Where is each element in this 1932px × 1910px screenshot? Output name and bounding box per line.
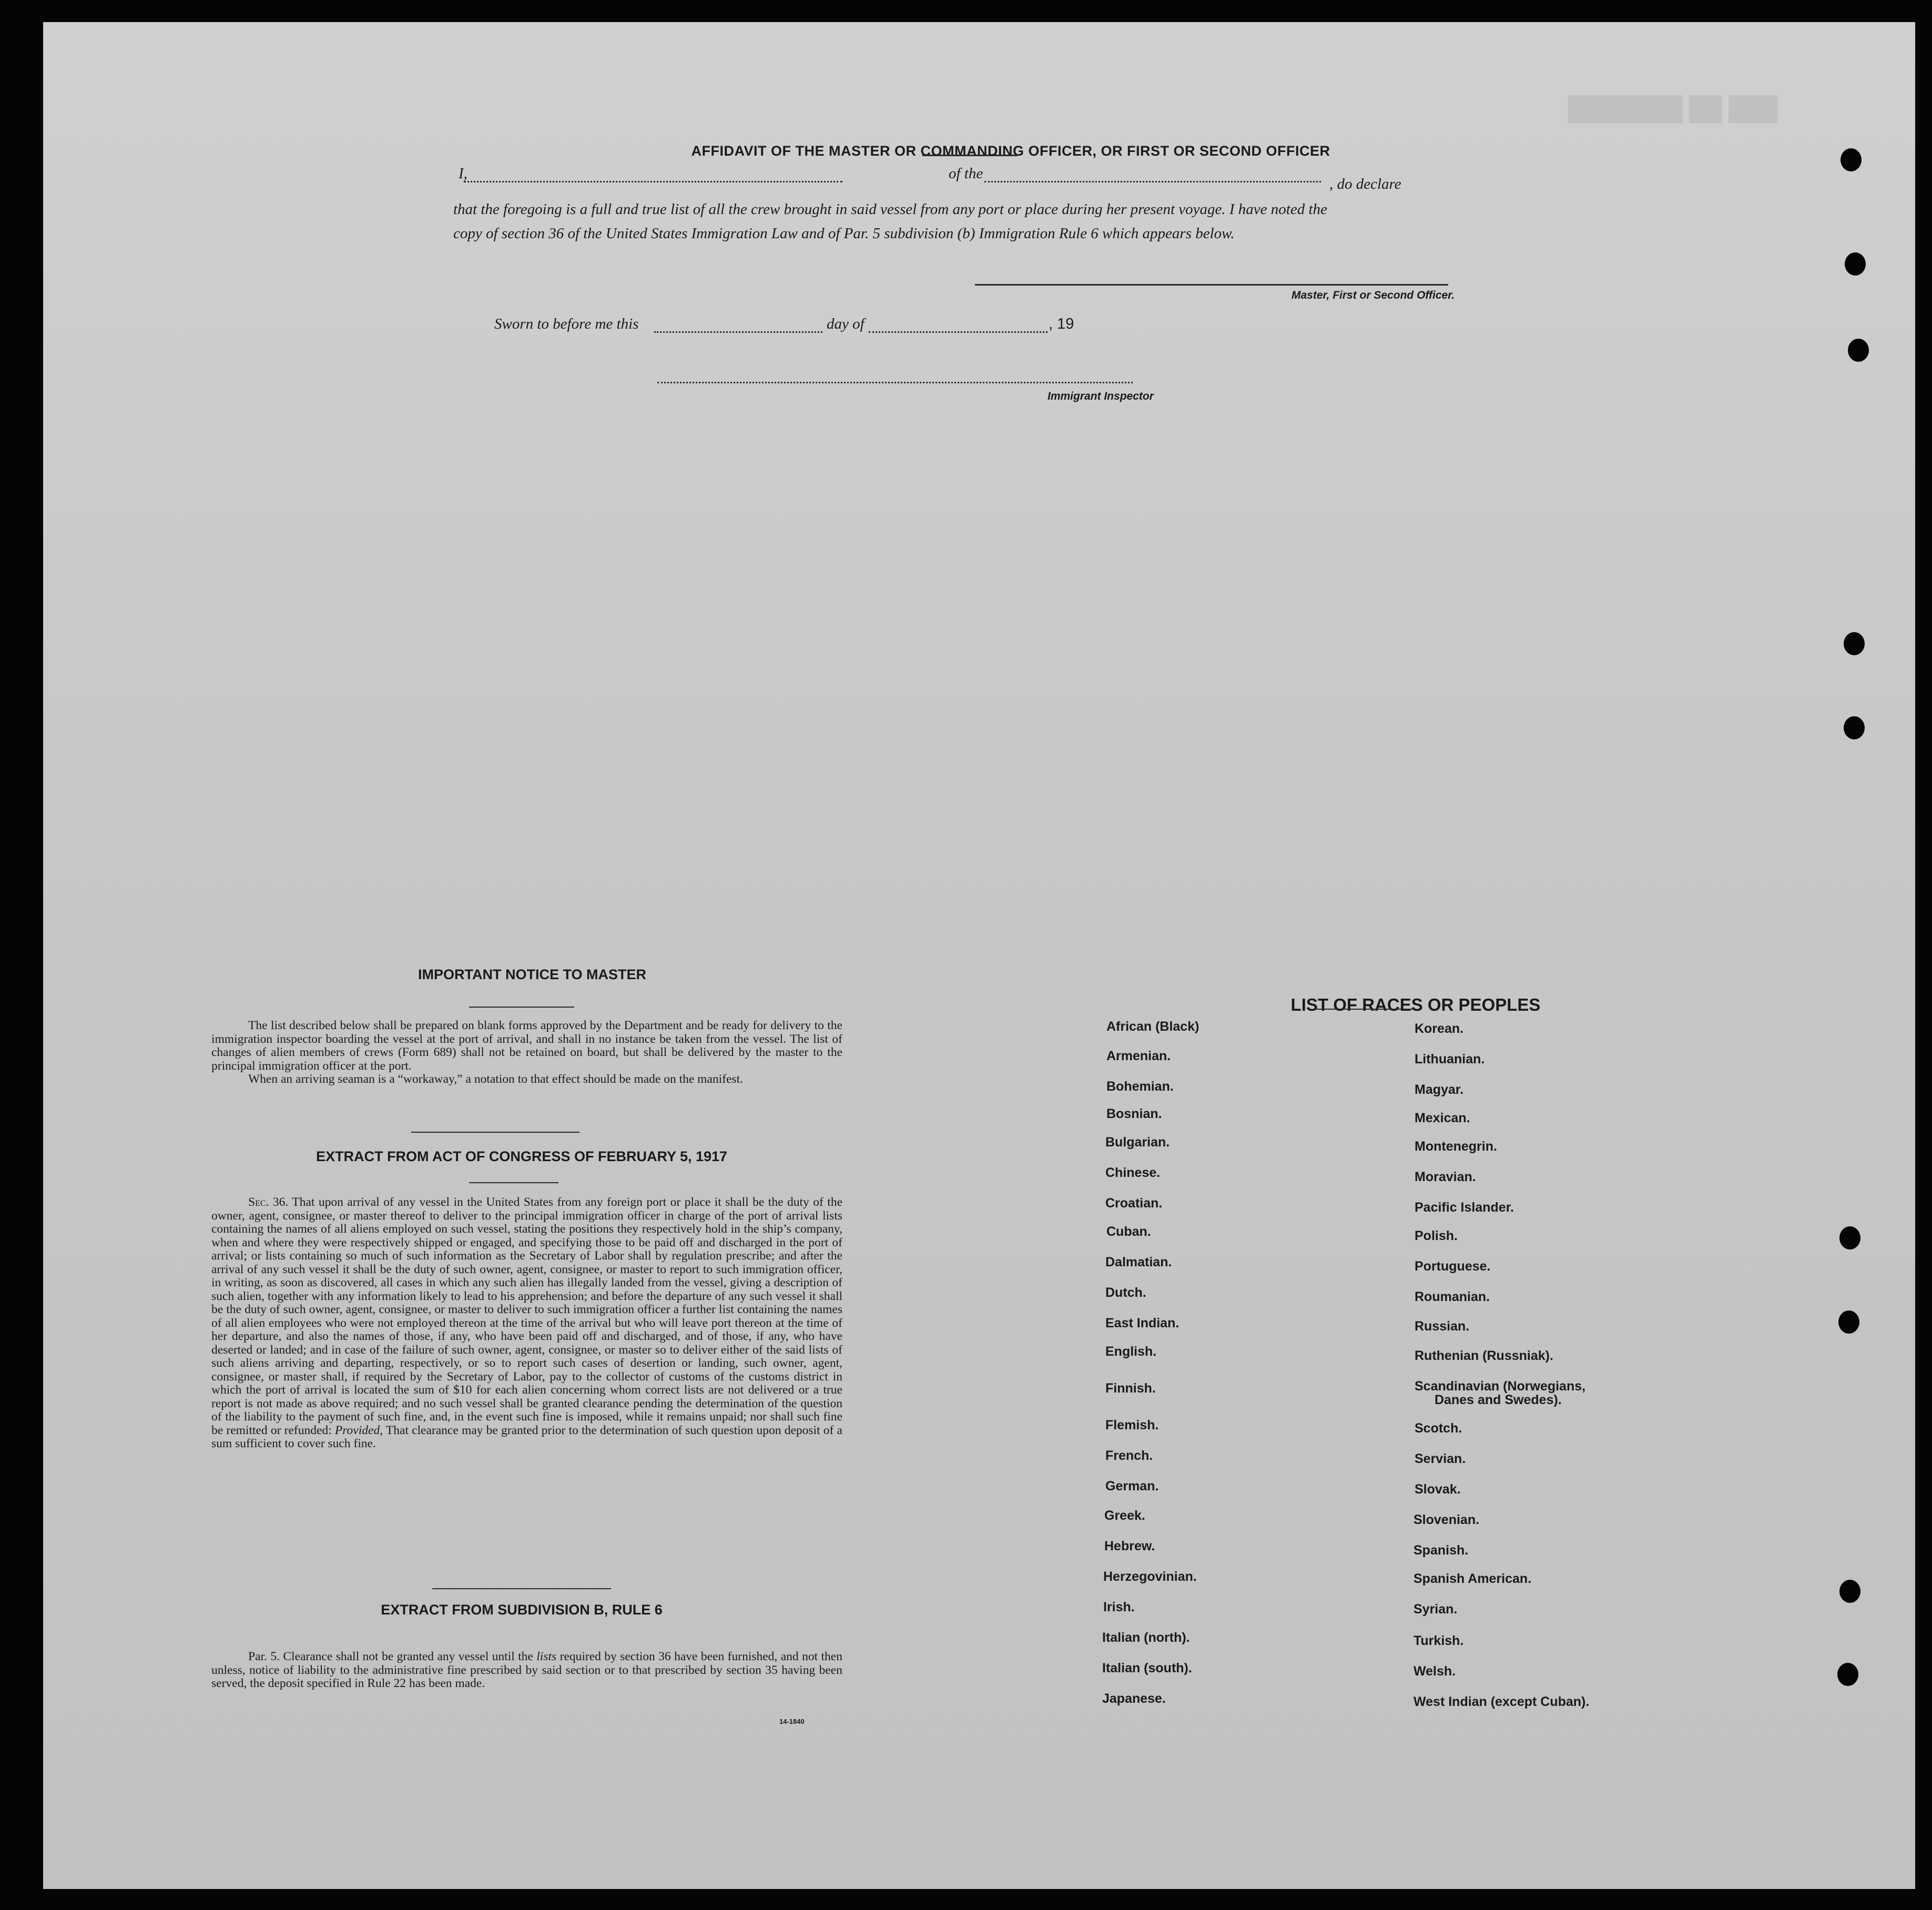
race-item: Bulgarian. xyxy=(1105,1135,1170,1150)
rule-text-b: required by section 36 have been furnished, and not then unless, notice of liability to the administrative fine prescribed by said section or to that prescribed by section 35 having been served, the deposit specified in Rule 22 has been made. xyxy=(211,1650,842,1690)
title-divider xyxy=(922,155,1017,156)
punch-hole xyxy=(1841,148,1862,171)
form-number: 14-1840 xyxy=(779,1718,805,1725)
master-signature-label: Master, First or Second Officer. xyxy=(1292,289,1455,301)
race-item: Spanish American. xyxy=(1414,1571,1532,1586)
sworn-month-blank[interactable] xyxy=(869,331,1048,333)
notice-text xyxy=(211,1019,842,1086)
race-item: Servian. xyxy=(1415,1451,1466,1466)
race-item: Armenian. xyxy=(1106,1049,1171,1063)
act-divider-top xyxy=(411,1132,579,1133)
race-item: English. xyxy=(1105,1344,1157,1359)
race-item: Roumanian. xyxy=(1415,1289,1490,1304)
notice-paragraph-2: When an arriving seaman is a “workaway,” a notation to that effect should be made on the manifest. xyxy=(248,1072,743,1086)
punch-hole xyxy=(1844,716,1865,739)
sworn-label: Sworn to before me this xyxy=(494,316,639,332)
race-item: French. xyxy=(1105,1448,1153,1463)
notice-paragraph-1: The list described below shall be prepared on blank forms approved by the Department and be ready for delivery to the immigration inspector boarding the vessel at the port of arrival, and shall in no instance be taken from the vessel. The list of changes of alien members of crews (Form 689) shall not be retained on board, but shall be delivered by the master to the principal immigration officer at the port. xyxy=(211,1019,842,1073)
race-item: Italian (south). xyxy=(1102,1661,1192,1675)
rule-title: EXTRACT FROM SUBDIVISION B, RULE 6 xyxy=(381,1602,663,1618)
race-item: Japanese. xyxy=(1102,1691,1166,1706)
race-item: Bosnian. xyxy=(1106,1106,1162,1121)
race-item: Portuguese. xyxy=(1415,1259,1491,1274)
affidavit-body-line2: copy of section 36 of the United States Immigration Law and of Par. 5 subdivision (b) Immigration Rule 6 which appears below. xyxy=(453,225,1235,242)
race-item: Dutch. xyxy=(1105,1285,1146,1300)
race-item: Pacific Islander. xyxy=(1415,1200,1514,1215)
races-divider xyxy=(1316,1009,1414,1010)
notice-title: IMPORTANT NOTICE TO MASTER xyxy=(418,967,646,982)
race-item: Finnish. xyxy=(1105,1381,1156,1396)
name-blank[interactable] xyxy=(464,181,842,182)
race-item: Irish. xyxy=(1103,1600,1135,1614)
race-item: Turkish. xyxy=(1414,1633,1464,1648)
punch-hole xyxy=(1837,1663,1858,1686)
race-item: Slovenian. xyxy=(1414,1512,1480,1527)
race-item: West Indian (except Cuban). xyxy=(1414,1694,1590,1709)
inspector-signature-line[interactable] xyxy=(657,382,1133,383)
race-item: Polish. xyxy=(1415,1228,1458,1243)
race-item: Chinese. xyxy=(1105,1165,1161,1180)
race-item: Lithuanian. xyxy=(1415,1052,1485,1066)
year-label: , 19 xyxy=(1049,316,1074,332)
sec-label: Sec. 36. xyxy=(248,1195,289,1209)
race-item: Cuban. xyxy=(1106,1224,1151,1239)
act-divider-bottom xyxy=(469,1182,558,1183)
race-item: Scandinavian (Norwegians, xyxy=(1415,1379,1586,1394)
race-item: East Indian. xyxy=(1105,1316,1179,1330)
race-item: Syrian. xyxy=(1414,1602,1458,1617)
race-item: Italian (north). xyxy=(1102,1630,1190,1645)
race-item: Hebrew. xyxy=(1104,1539,1155,1553)
punch-hole xyxy=(1839,1226,1860,1249)
day-of-label: day of xyxy=(827,316,865,332)
race-item: German. xyxy=(1105,1479,1159,1494)
race-item: Ruthenian (Russniak). xyxy=(1415,1348,1553,1363)
inspector-label: Immigrant Inspector xyxy=(1048,390,1154,402)
rule-text xyxy=(211,1650,842,1691)
vessel-blank[interactable] xyxy=(984,181,1321,182)
race-item: Slovak. xyxy=(1415,1482,1461,1497)
rule-divider xyxy=(432,1588,611,1589)
act-title: EXTRACT FROM ACT OF CONGRESS OF FEBRUARY 5, 1917 xyxy=(316,1149,728,1164)
race-item: Croatian. xyxy=(1105,1196,1163,1211)
affidavit-title: AFFIDAVIT OF THE MASTER OR COMMANDING OFFICER, OR FIRST OR SECOND OFFICER xyxy=(691,143,1330,159)
race-item: Mexican. xyxy=(1415,1111,1470,1125)
manifest-page xyxy=(43,22,1915,1889)
race-item: Spanish. xyxy=(1414,1543,1469,1558)
provided-label: Provided, xyxy=(334,1423,383,1437)
punch-hole xyxy=(1845,252,1866,276)
race-item: Herzegovinian. xyxy=(1103,1569,1197,1584)
master-signature-line[interactable] xyxy=(975,284,1448,286)
race-item: Magyar. xyxy=(1415,1082,1464,1097)
act-text-a: That upon arrival of any vessel in the United States from any foreign port or place it shall be the duty of the owner, agent, consignee, or master thereof to deliver to the principal immigration officer in charge of the port of arrival lists containing the names of all aliens employed on such vessel, stating the positions they respectively hold in the ship’s company, when and where they were respectively shipped or engaged, and specifying those to be paid off and discharged in the port of arrival; or lists containing so much of such information as the Secretary of Labor shall by regulation prescribe; and after the arrival of any such vessel it shall be the duty of such owner, agent, consignee, or master to report to such immigration officer, in writing, as soon as discovered, all cases in which any such alien has illegally landed from the vessel, giving a description of such alien, together with any information likely to lead to his apprehension; and before the departure of any such vessel it shall be the duty of such owner, agent, consignee, or master to deliver to such immigration officer a further list containing the names of all alien employees who were not employed thereon at the time of the arrival but who will leave port thereon at the time of her departure, and also the names of those, if any, who have been paid off and discharged, and of those, if any, who have deserted or landed; and in case of the failure of such owner, agent, consignee, or master so to deliver either of the said lists of such aliens arriving and departing, respectively, or so to report such cases of desertion or landing, such owner, agent, consignee, or master shall, if required by the Secretary of Labor, pay to the collector of customs of the customs district in which the port of arrival is located the sum of $10 for each alien concerning whom correct lists are not delivered or a true report is not made as above required; and no such vessel shall be granted clearance pending the determination of the question of the liability to the payment of such fine, and, in the event such fine is imposed, while it remains unpaid; nor shall such fine be remitted or refunded: xyxy=(211,1195,842,1437)
act-text xyxy=(211,1196,842,1451)
lists-label: lists xyxy=(536,1650,557,1663)
notice-divider xyxy=(469,1007,574,1008)
race-item: Danes and Swedes). xyxy=(1435,1393,1562,1407)
race-item: Montenegrin. xyxy=(1415,1139,1497,1154)
race-item: Scotch. xyxy=(1415,1421,1462,1436)
of-the-label: of the xyxy=(949,165,983,182)
punch-hole xyxy=(1839,1580,1860,1603)
bleed-through: ███ ██ ███████ xyxy=(1568,96,1778,121)
affidavit-body-line1: that the foregoing is a full and true list of all the crew brought in said vessel from any port or place during her present voyage. I have noted the xyxy=(453,201,1327,218)
race-item: Bohemian. xyxy=(1106,1079,1174,1094)
rule-text-a: Par. 5. Clearance shall not be granted any vessel until the xyxy=(248,1650,537,1663)
race-item: Welsh. xyxy=(1414,1664,1456,1679)
races-title: LIST OF RACES OR PEOPLES xyxy=(1290,995,1541,1014)
race-item: Russian. xyxy=(1415,1319,1470,1334)
race-item: Greek. xyxy=(1104,1508,1145,1523)
race-item: Korean. xyxy=(1415,1021,1464,1036)
i-label: I, xyxy=(459,165,467,182)
punch-hole xyxy=(1848,339,1869,362)
race-item: Flemish. xyxy=(1105,1418,1159,1432)
race-item: Moravian. xyxy=(1415,1170,1476,1184)
punch-hole xyxy=(1838,1310,1859,1334)
do-declare-label: , do declare xyxy=(1329,176,1401,192)
punch-hole xyxy=(1844,632,1865,655)
act-text-b: That clearance may be granted prior to the determination of such question upon deposit of a sum sufficient to cover such fine. xyxy=(211,1423,842,1450)
sworn-day-blank[interactable] xyxy=(654,331,822,333)
race-item: Dalmatian. xyxy=(1105,1255,1172,1269)
race-item: African (Black) xyxy=(1106,1019,1199,1034)
